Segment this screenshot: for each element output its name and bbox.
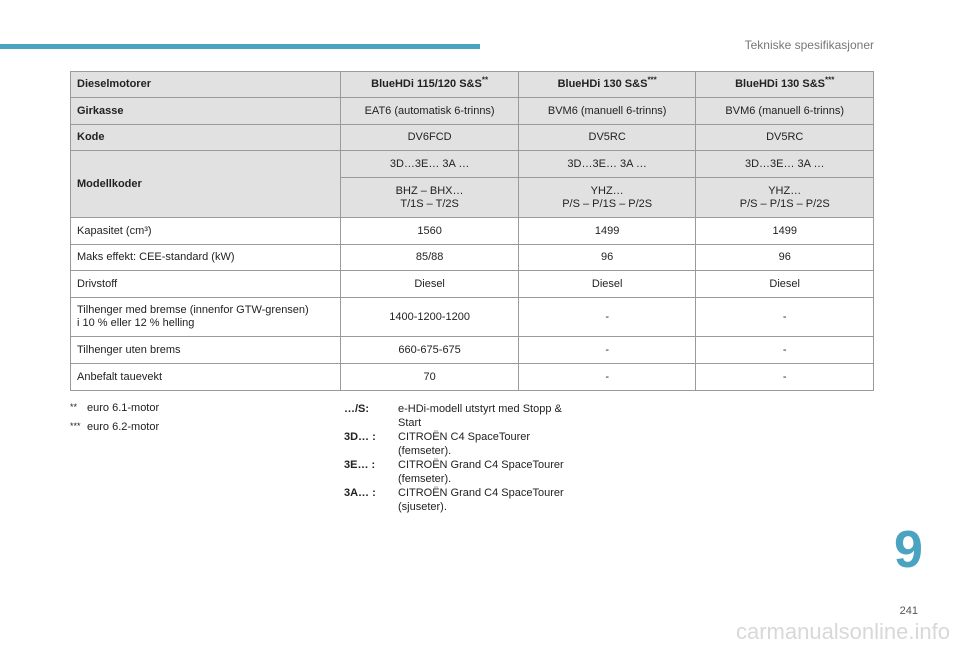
table-row	[71, 218, 874, 245]
table-row	[71, 98, 874, 125]
table-cell: BHZ – BHX… T/1S – T/2S	[341, 178, 519, 218]
table-cell: 70	[341, 364, 519, 391]
note-item: 3E… : CITROËN Grand C4 SpaceTourer (femseter).	[344, 459, 564, 485]
table-cell: 1499	[696, 218, 874, 245]
row-label: Girkasse	[71, 98, 341, 125]
table-cell: BVM6 (manuell 6-trinns)	[696, 98, 874, 125]
row-label: Tilhenger uten brems	[71, 337, 341, 364]
row-label: Maks effekt: CEE-standard (kW)	[71, 245, 341, 271]
page-number: 241	[899, 605, 918, 617]
table-cell: 3D…3E… 3A …	[518, 151, 696, 178]
table-cell: DV5RC	[696, 125, 874, 151]
footnotes	[70, 402, 159, 440]
table-cell: Diesel	[341, 271, 519, 298]
note-item: 3A… : CITROËN Grand C4 SpaceTourer (sjuseter).	[344, 487, 564, 513]
column-header: BlueHDi 130 S&S***	[518, 72, 696, 98]
spec-table	[70, 71, 874, 391]
column-header: BlueHDi 115/120 S&S**	[341, 72, 519, 98]
table-cell: 1400-1200-1200	[341, 298, 519, 337]
model-code-notes	[344, 402, 588, 514]
table-row	[71, 125, 874, 151]
table-row	[71, 364, 874, 391]
table-cell: YHZ… P/S – P/1S – P/2S	[696, 178, 874, 218]
header-accent-bar	[0, 44, 480, 49]
table-cell: 3D…3E… 3A …	[696, 151, 874, 178]
table-cell: 3D…3E… 3A …	[341, 151, 519, 178]
table-cell: Diesel	[696, 271, 874, 298]
table-cell: YHZ… P/S – P/1S – P/2S	[518, 178, 696, 218]
table-cell: -	[518, 337, 696, 364]
note-item: 3D… : CITROËN C4 SpaceTourer (femseter).	[344, 431, 531, 457]
table-cell: 660-675-675	[341, 337, 519, 364]
table-cell: 1499	[518, 218, 696, 245]
table-header-row	[71, 72, 874, 98]
table-cell: BVM6 (manuell 6-trinns)	[518, 98, 696, 125]
table-cell: EAT6 (automatisk 6-trinns)	[341, 98, 519, 125]
row-label: Kode	[71, 125, 341, 151]
row-label: Drivstoff	[71, 271, 341, 298]
row-label: Kapasitet (cm³)	[71, 218, 341, 245]
section-title: Tekniske spesifikasjoner	[744, 38, 874, 52]
table-cell: -	[696, 364, 874, 391]
row-label: Tilhenger med bremse (innenfor GTW-grensen) i 10 % eller 12 % helling	[71, 298, 341, 337]
table-row	[71, 271, 874, 298]
table-cell: 1560	[341, 218, 519, 245]
table-cell: 96	[518, 245, 696, 271]
table-cell: -	[518, 298, 696, 337]
table-cell: -	[696, 337, 874, 364]
table-cell: DV6FCD	[341, 125, 519, 151]
header-label: Dieselmotorer	[71, 72, 341, 98]
table-row	[71, 245, 874, 271]
row-label: Anbefalt tauevekt	[71, 364, 341, 391]
watermark-text: carmanualsonline.info	[735, 619, 950, 644]
table-cell: -	[696, 298, 874, 337]
column-header: BlueHDi 130 S&S***	[696, 72, 874, 98]
table-row	[71, 151, 874, 178]
note-item: …/S: e-HDi-modell utstyrt med Stopp & Start	[344, 403, 562, 429]
chapter-number: 9	[894, 521, 923, 579]
table-cell: 85/88	[341, 245, 519, 271]
table-row	[71, 298, 874, 337]
table-cell: 96	[696, 245, 874, 271]
row-label: Modellkoder	[71, 151, 341, 218]
table-cell: -	[518, 364, 696, 391]
table-cell: Diesel	[518, 271, 696, 298]
table-row	[71, 337, 874, 364]
footnote: ** euro 6.1-motor	[70, 402, 160, 414]
footnote: *** euro 6.2-motor	[70, 421, 160, 433]
table-cell: DV5RC	[518, 125, 696, 151]
